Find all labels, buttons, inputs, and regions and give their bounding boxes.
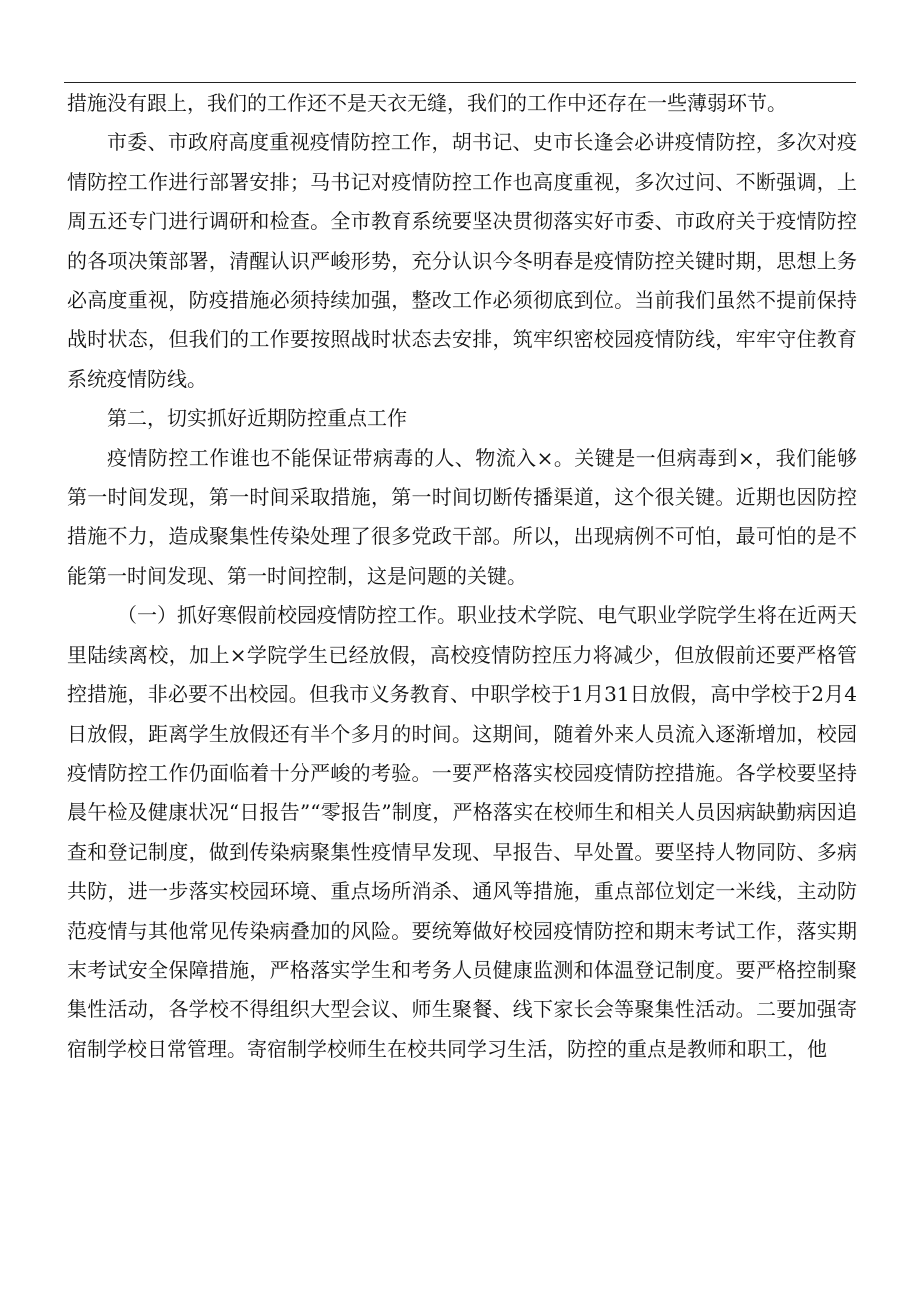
header-divider <box>64 82 856 83</box>
document-body <box>67 84 857 1069</box>
paragraph-key-point: 疫情防控工作谁也不能保证带病毒的人、物流入×。关键是一但病毒到×，我们能够第一时间发现，第一时间采取措施，第一时间切断传播渠道，这个很关键。近期也因防控措施不力，造成聚集性传染处理了很多党政干部。所以，出现病例不可怕，最可怕的是不能第一时间发现、第一时间控制，这是问题的关键。 <box>67 445 857 588</box>
paragraph-winter-break-measures: （一）抓好寒假前校园疫情防控工作。职业技术学院、电气职业学院学生将在近两天里陆续离校，加上×学院学生已经放假，高校疫情防控压力将减少，但放假前还要严格管控措施，非必要不出校园。但我市义务教育、中职学校于1月31日放假，高中学校于2月4日放假，距离学生放假还有半个多月的时间。这期间，随着外来人员流入逐渐增加，校园疫情防控工作仍面临着十分严峻的考验。一要严格落实校园疫情防控措施。各学校要坚持晨午检及健康状况“日报告”“零报告”制度，严格落实在校师生和相关人员因病缺勤病因追查和登记制度，做到传染病聚集性疫情早发现、早报告、早处置。要坚持人物同防、多病共防，进一步落实校园环境、重点场所消杀、通风等措施，重点部位划定一米线，主动防范疫情与其他常见传染病叠加的风险。要统筹做好校园疫情防控和期末考试工作，落实期末考试安全保障措施，严格落实学生和考务人员健康监测和体温登记制度。要严格控制聚集性活动，各学校不得组织大型会议、师生聚餐、线下家长会等聚集性活动。二要加强寄宿制学校日常管理。寄宿制学校师生在校共同学习生活，防控的重点是教师和职工，他 <box>67 603 857 1061</box>
paragraph-municipal-emphasis: 市委、市政府高度重视疫情防控工作，胡书记、史市长逢会必讲疫情防控，多次对疫情防控工作进行部署安排；马书记对疫情防控工作也高度重视，多次过问、不断强调，上周五还专门进行调研和检查。全市教育系统要坚决贯彻落实好市委、市政府关于疫情防控的各项决策部署，清醒认识严峻形势，充分认识今冬明春是疫情防控关键时期，思想上务必高度重视，防疫措施必须持续加强，整改工作必须彻底到位。当前我们虽然不提前保持战时状态，但我们的工作要按照战时状态去安排，筑牢织密校园疫情防线，牢牢守住教育系统疫情防线。 <box>67 130 857 391</box>
section-heading-second: 第二，切实抓好近期防控重点工作 <box>107 406 407 431</box>
paragraph-continuation: 措施没有跟上，我们的工作还不是天衣无缝，我们的工作中还存在一些薄弱环节。 <box>67 91 787 115</box>
